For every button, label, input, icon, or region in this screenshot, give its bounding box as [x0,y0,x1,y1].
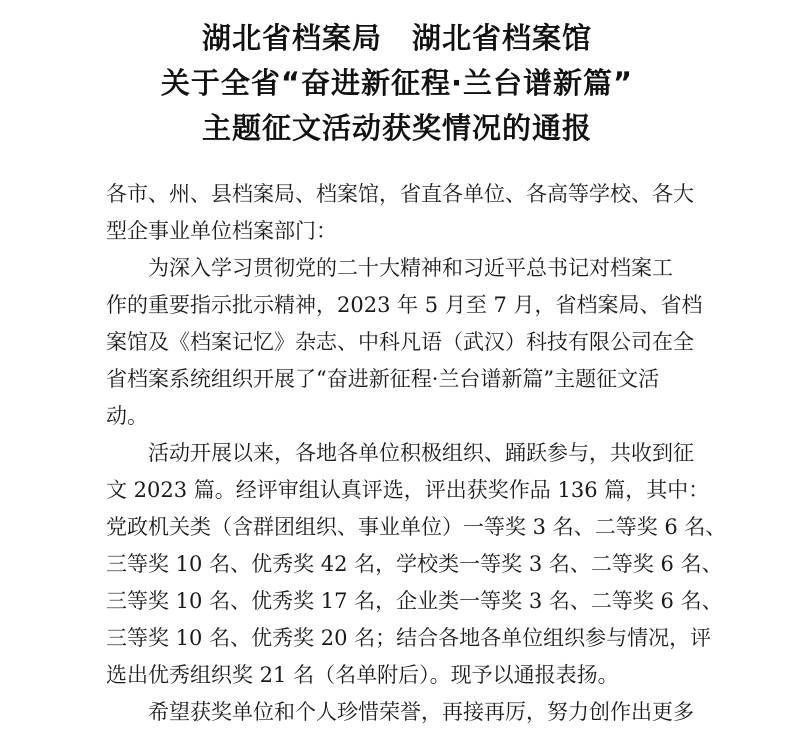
paragraph-2-line-1: 活动开展以来，各地各单位积极组织、踊跃参与，共收到征 [148,441,694,465]
paragraph-1-line-5: 动。 [106,404,148,428]
paragraph-2-line-6: 三等奖 10 名、优秀奖 20 名；结合各地各单位组织参与情况，评 [106,626,712,650]
paragraph-3-line-1: 希望获奖单位和个人珍惜荣誉，再接再厉，努力创作出更多 [148,700,694,724]
paragraph-1-line-3: 案馆及《档案记忆》杂志、中科凡语（武汉）科技有限公司在全 [106,330,694,354]
paragraph-2-line-2: 文 2023 篇。经评审组认真评选，评出获奖作品 136 篇，其中： [106,478,710,502]
title-line-1: 湖北省档案局 湖北省档案馆 [201,21,592,55]
salutation-line-2: 型企事业单位档案部门： [106,219,337,243]
paragraph-2-line-3: 党政机关类（含群团组织、事业单位）一等奖 3 名、二等奖 6 名、 [106,515,727,539]
paragraph-1-line-4: 省档案系统组织开展了“奋进新征程·兰台谱新篇”主题征文活 [106,367,660,391]
document-body [106,176,727,730]
paragraph-2-line-4: 三等奖 10 名、优秀奖 42 名，学校类一等奖 3 名、二等奖 6 名、 [106,552,723,576]
document-title [0,16,794,151]
title-line-2: 关于全省“奋进新征程·兰台谱新篇” [160,66,634,100]
salutation-line-1: 各市、州、县档案局、档案馆，省直各单位、各高等学校、各大 [106,182,694,206]
paragraph-2-line-5: 三等奖 10 名、优秀奖 17 名，企业类一等奖 3 名、二等奖 6 名、 [106,589,723,613]
paragraph-1-line-2: 作的重要指示批示精神，2023 年 5 月至 7 月，省档案局、省档 [106,293,703,317]
paragraph-1-line-1: 为深入学习贯彻党的二十大精神和习近平总书记对档案工 [148,256,673,280]
title-line-3: 主题征文活动获奖情况的通报 [201,111,592,145]
paragraph-2-line-7: 选出优秀组织奖 21 名（名单附后）。现予以通报表扬。 [106,663,619,687]
